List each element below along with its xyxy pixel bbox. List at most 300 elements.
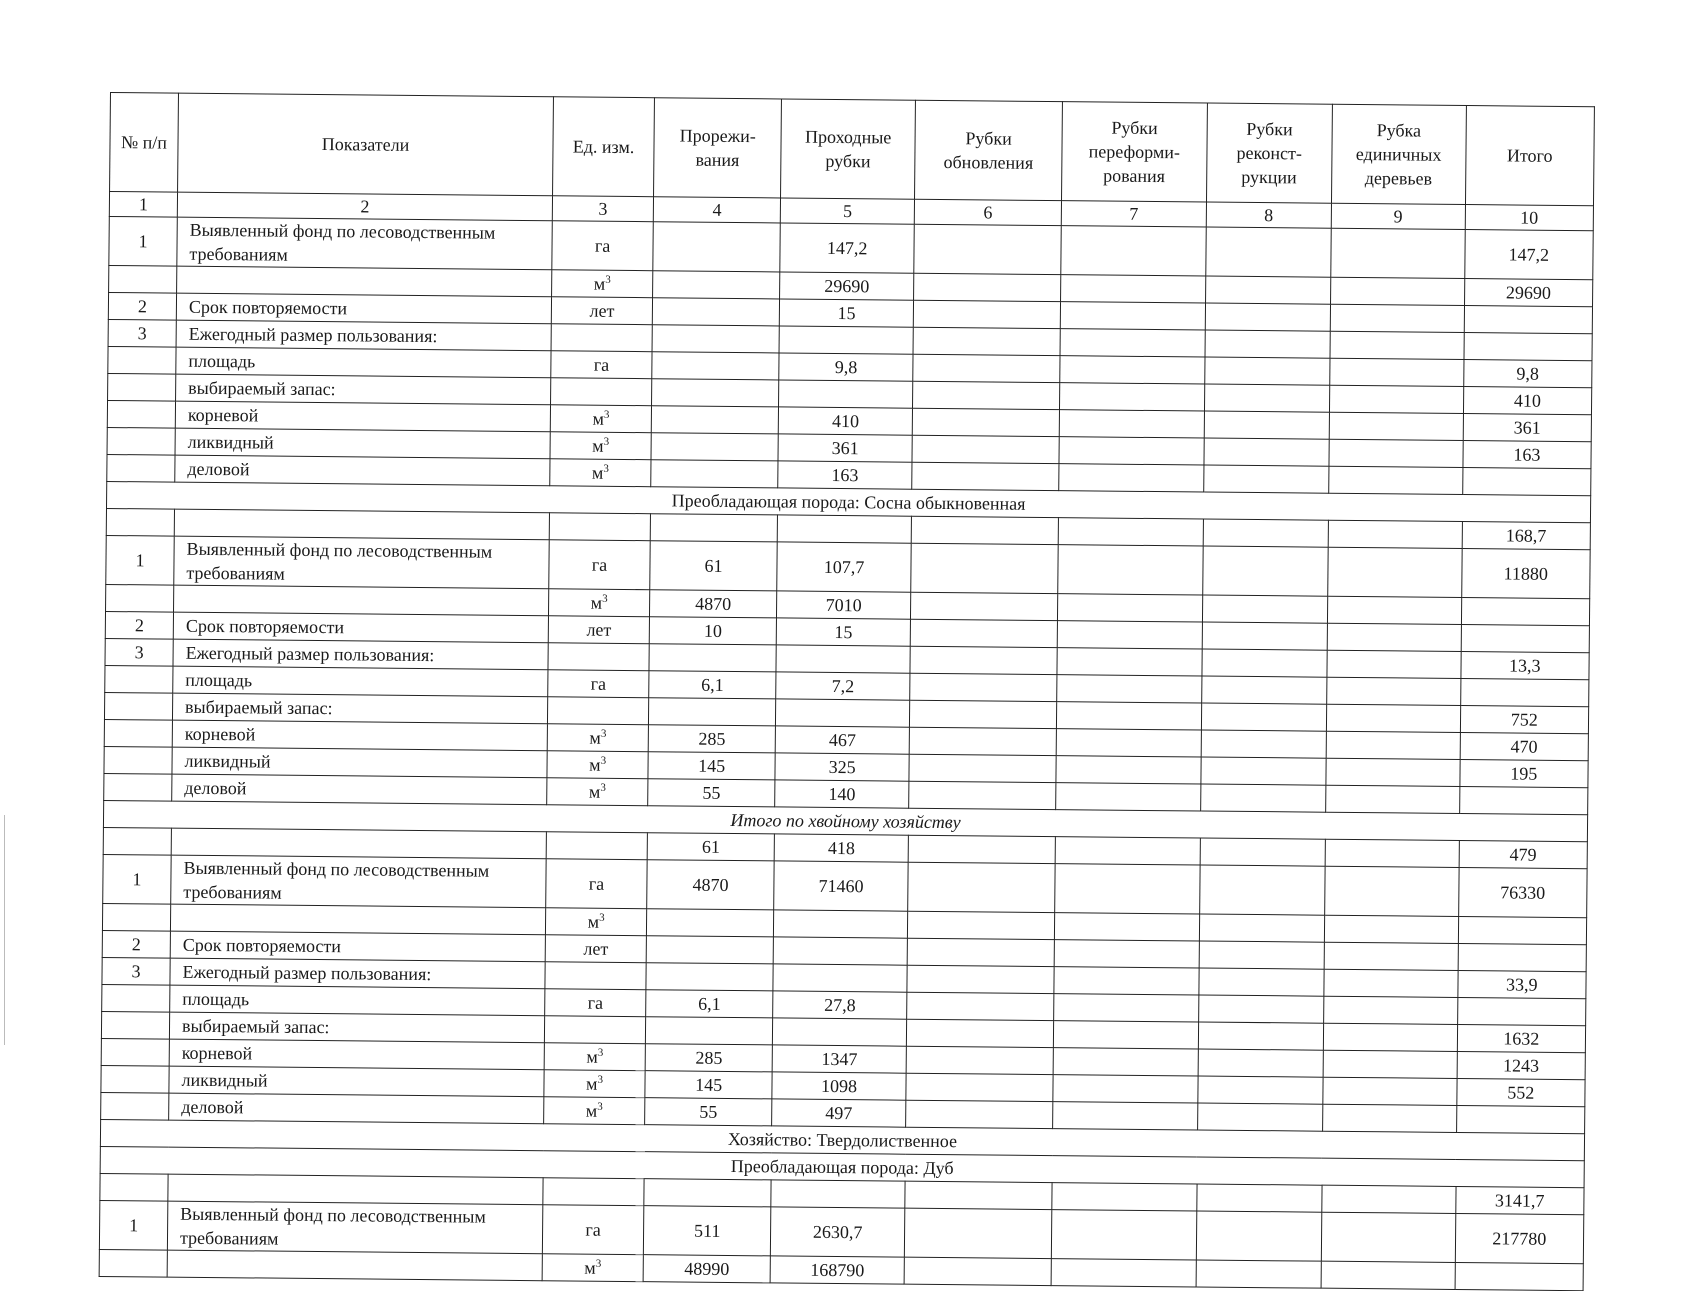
cell-reconst [1199, 941, 1324, 969]
row-indicator: Выявленный фонд по лесоводственным требованиям [167, 1201, 543, 1254]
header-single: Рубка единичных деревьев [1331, 104, 1466, 204]
cell-renewal [914, 224, 1061, 274]
cell-thinning: 145 [648, 752, 775, 780]
cell-single [1323, 1077, 1457, 1105]
cell-renewal [910, 673, 1057, 701]
header-unit: Ед. изм. [553, 97, 655, 197]
row-unit: $м^3$ [544, 1097, 645, 1125]
cell-thinning [646, 936, 773, 964]
cell-single [1330, 304, 1464, 332]
cell-total: 195 [1459, 759, 1588, 787]
row-unit: $м^3$ [550, 459, 651, 487]
cell-single [1330, 277, 1464, 305]
cell-reconst [1202, 546, 1327, 596]
cell-reconst [1198, 1049, 1323, 1077]
cell-renewal [906, 1019, 1053, 1047]
cell-reform [1060, 356, 1205, 384]
row-indicator: Срок повторяемости [176, 293, 551, 324]
forest-use-table [99, 92, 1595, 1291]
row-unit: $м^3$ [550, 432, 651, 460]
row-indicator: корневой [175, 401, 550, 432]
cell-total: 410 [1463, 387, 1592, 415]
cell-total: 147,2 [1464, 230, 1593, 280]
cell-single [1324, 942, 1458, 970]
row-indicator: Выявленный фонд по лесоводственным требованиям [171, 855, 547, 908]
row-indicator [171, 828, 546, 859]
forest-use-table-sheet [99, 92, 1595, 1291]
cell-total: 76330 [1458, 867, 1587, 917]
cell-renewal [907, 911, 1054, 939]
row-number [102, 984, 170, 1012]
cell-reconst [1200, 838, 1325, 866]
cell-passage: 163 [778, 461, 912, 489]
row-indicator: ликвидный [175, 428, 550, 459]
row-number: 2 [108, 292, 176, 320]
cell-reform [1052, 1183, 1197, 1211]
cell-reconst [1198, 995, 1323, 1023]
cell-passage [776, 645, 910, 673]
row-indicator: площадь [173, 666, 548, 697]
row-number [105, 665, 173, 693]
cell-thinning [645, 1017, 772, 1045]
cell-single [1323, 996, 1457, 1024]
cell-single [1324, 915, 1458, 943]
cell-single [1325, 839, 1459, 867]
header-thinning: Прорежи-вания [654, 98, 782, 198]
cell-reconst [1203, 465, 1328, 493]
cell-reconst [1201, 757, 1326, 785]
cell-single [1327, 596, 1461, 624]
row-number [106, 508, 174, 536]
cell-renewal [906, 1073, 1053, 1101]
cell-reform [1051, 1259, 1196, 1287]
section-title: Хозяйство: Твердолиственное [100, 1119, 1584, 1160]
cell-single [1329, 412, 1463, 440]
cell-total [1455, 1262, 1584, 1290]
cell-reform [1054, 967, 1199, 995]
row-number: 2 [105, 611, 173, 639]
row-unit [549, 513, 650, 541]
row-number [101, 1092, 169, 1120]
cell-total: 11880 [1461, 548, 1590, 598]
row-unit: га [545, 989, 646, 1017]
row-number [106, 584, 174, 612]
cell-reform [1057, 621, 1202, 649]
cell-reform [1058, 518, 1203, 546]
row-indicator [177, 266, 552, 297]
cell-renewal [912, 408, 1059, 436]
cell-single [1326, 704, 1460, 732]
cell-renewal [909, 781, 1056, 809]
cell-thinning: 61 [647, 833, 774, 861]
cell-reform [1060, 302, 1205, 330]
cell-renewal [908, 862, 1055, 912]
row-unit [551, 324, 652, 352]
cell-reconst [1196, 1260, 1321, 1288]
row-unit: $м^3$ [549, 589, 650, 617]
cell-renewal [909, 727, 1056, 755]
cell-reform [1051, 1210, 1196, 1260]
row-unit: $м^3$ [544, 1043, 645, 1071]
row-number: 3 [102, 957, 170, 985]
cell-renewal [904, 1208, 1051, 1258]
header-reform: Рубки переформи-рования [1062, 102, 1208, 202]
cell-reconst [1199, 865, 1324, 915]
header-passage: Проходные рубки [781, 99, 916, 199]
cell-reconst [1202, 595, 1327, 623]
row-unit: $м^3$ [547, 778, 648, 806]
cell-thinning [650, 514, 777, 542]
cell-renewal [911, 543, 1058, 593]
header-reconst: Рубки реконст-рукции [1206, 103, 1332, 203]
cell-renewal [909, 700, 1056, 728]
cell-renewal [906, 1046, 1053, 1074]
cell-reform [1055, 864, 1200, 914]
cell-single [1330, 331, 1464, 359]
row-indicator: деловой [172, 774, 547, 805]
row-unit: га [548, 670, 649, 698]
cell-reform [1055, 837, 1200, 865]
row-indicator: Срок повторяемости [173, 612, 548, 643]
row-unit: га [551, 351, 652, 379]
col-number: 8 [1206, 202, 1331, 228]
cell-single [1326, 731, 1460, 759]
cell-single [1329, 466, 1463, 494]
cell-reform [1058, 545, 1203, 595]
row-number [104, 773, 172, 801]
col-number: 3 [552, 196, 653, 222]
row-indicator: Выявленный фонд по лесоводственным требованиям [174, 536, 550, 589]
cell-reform [1059, 464, 1204, 492]
cell-reform [1053, 1102, 1198, 1130]
cell-reform [1053, 1075, 1198, 1103]
row-number [107, 427, 175, 455]
cell-reconst [1201, 703, 1326, 731]
row-unit [545, 962, 646, 990]
cell-thinning: 285 [645, 1044, 772, 1072]
cell-thinning: 4870 [650, 590, 777, 618]
cell-reform [1056, 702, 1201, 730]
row-indicator [174, 585, 549, 616]
cell-renewal [904, 1257, 1051, 1285]
cell-thinning: 6,1 [646, 990, 773, 1018]
cell-thinning [653, 271, 780, 299]
cell-reform [1061, 226, 1206, 276]
row-indicator: площадь [170, 985, 545, 1016]
cell-single [1328, 547, 1462, 597]
cell-reform [1059, 383, 1204, 411]
cell-reconst [1205, 357, 1330, 385]
cell-renewal [907, 965, 1054, 993]
cell-passage: 1347 [772, 1045, 906, 1073]
cell-renewal [907, 938, 1054, 966]
col-number: 10 [1465, 205, 1594, 231]
row-number: 1 [106, 535, 174, 585]
col-number: 5 [781, 198, 915, 224]
cell-reconst [1202, 622, 1327, 650]
row-indicator: ликвидный [172, 747, 547, 778]
cell-total: 217780 [1455, 1213, 1584, 1263]
cell-renewal [913, 354, 1060, 382]
section-title: Итого по хвойному хозяйству [103, 800, 1587, 841]
cell-single [1326, 677, 1460, 705]
cell-reconst [1201, 730, 1326, 758]
cell-single [1324, 969, 1458, 997]
table-header [109, 93, 1594, 231]
cell-single [1322, 1185, 1456, 1213]
cell-total [1460, 678, 1589, 706]
cell-reform [1053, 1021, 1198, 1049]
cell-renewal [913, 327, 1060, 355]
cell-passage: 325 [775, 753, 909, 781]
cell-passage [773, 964, 907, 992]
row-number [101, 1011, 169, 1039]
cell-passage: 410 [778, 407, 912, 435]
cell-total: 479 [1459, 840, 1588, 868]
row-unit: $м^3$ [542, 1254, 643, 1282]
row-number [103, 827, 171, 855]
cell-total [1461, 597, 1590, 625]
cell-thinning [653, 222, 781, 272]
row-number [104, 719, 172, 747]
cell-reform [1060, 329, 1205, 357]
cell-passage: 168790 [770, 1256, 904, 1284]
col-number: 6 [914, 199, 1061, 225]
row-indicator [170, 904, 545, 935]
row-unit: га [542, 1205, 643, 1255]
cell-single [1331, 228, 1465, 278]
cell-thinning: 145 [645, 1071, 772, 1099]
row-unit [551, 378, 652, 406]
cell-thinning: 10 [649, 617, 776, 645]
row-number [101, 1065, 169, 1093]
cell-passage: 147,2 [780, 223, 914, 273]
row-unit [543, 1178, 644, 1206]
row-indicator: Ежегодный размер пользования: [173, 639, 548, 670]
cell-passage: 15 [776, 618, 910, 646]
cell-total: 13,3 [1461, 651, 1590, 679]
cell-passage: 7010 [777, 591, 911, 619]
row-indicator: Ежегодный размер пользования: [176, 320, 551, 351]
col-number: 4 [653, 197, 780, 223]
cell-passage [777, 515, 911, 543]
header-total: Итого [1465, 106, 1594, 206]
row-number: 1 [99, 1200, 167, 1250]
row-indicator [174, 509, 549, 540]
cell-total [1464, 333, 1593, 361]
cell-total: 29690 [1464, 279, 1593, 307]
row-unit: $м^3$ [544, 1070, 645, 1098]
row-indicator: выбираемый запас: [169, 1012, 544, 1043]
cell-reconst [1200, 784, 1325, 812]
row-unit: га [546, 859, 647, 909]
cell-total: 752 [1460, 705, 1589, 733]
cell-passage [773, 1018, 907, 1046]
cell-passage: 497 [772, 1099, 906, 1127]
cell-single [1326, 758, 1460, 786]
cell-reconst [1204, 384, 1329, 412]
row-indicator: Срок повторяемости [170, 931, 545, 962]
row-number [107, 400, 175, 428]
row-indicator [167, 1250, 542, 1281]
cell-single [1321, 1212, 1455, 1262]
cell-single [1323, 1050, 1457, 1078]
cell-single [1327, 623, 1461, 651]
cell-thinning [652, 298, 779, 326]
cell-renewal [911, 516, 1058, 544]
cell-reconst [1205, 330, 1330, 358]
row-unit: $м^3$ [550, 405, 651, 433]
row-unit: лет [548, 616, 649, 644]
cell-passage: 361 [778, 434, 912, 462]
row-unit: лет [545, 935, 646, 963]
cell-reform [1054, 994, 1199, 1022]
col-number: 1 [109, 192, 177, 218]
cell-passage: 27,8 [773, 991, 907, 1019]
cell-reform [1059, 410, 1204, 438]
cell-reconst [1205, 276, 1330, 304]
row-number: 3 [108, 319, 176, 347]
cell-thinning [652, 379, 779, 407]
cell-thinning [652, 325, 779, 353]
cell-reconst [1196, 1211, 1321, 1261]
cell-thinning: 55 [648, 779, 775, 807]
cell-total [1464, 306, 1593, 334]
row-indicator: корневой [172, 720, 547, 751]
row-indicator: выбираемый запас: [172, 693, 547, 724]
cell-reform [1059, 437, 1204, 465]
cell-passage [779, 326, 913, 354]
row-number [108, 346, 176, 374]
cell-total [1456, 1105, 1585, 1133]
cell-total [1459, 786, 1588, 814]
row-unit [546, 832, 647, 860]
cell-passage [776, 699, 910, 727]
cell-passage: 107,7 [777, 542, 911, 592]
cell-total [1458, 943, 1587, 971]
cell-renewal [908, 835, 1055, 863]
row-number [104, 746, 172, 774]
row-number [99, 1249, 167, 1277]
cell-total [1462, 468, 1591, 496]
row-indicator: корневой [169, 1039, 544, 1070]
cell-single [1327, 650, 1461, 678]
cell-thinning [646, 963, 773, 991]
cell-total [1458, 916, 1587, 944]
row-unit [545, 1016, 646, 1044]
col-number: 2 [177, 192, 552, 221]
header-num: № п/п [110, 93, 179, 193]
row-number: 1 [109, 216, 177, 266]
cell-reconst [1204, 438, 1329, 466]
cell-single [1321, 1261, 1455, 1289]
cell-reform [1057, 648, 1202, 676]
row-unit [548, 643, 649, 671]
cell-passage: 7,2 [776, 672, 910, 700]
row-indicator: деловой [169, 1093, 544, 1124]
cell-thinning [651, 406, 778, 434]
cell-thinning: 61 [650, 541, 778, 591]
row-number: 1 [103, 854, 171, 904]
cell-thinning [651, 433, 778, 461]
cell-reconst [1204, 411, 1329, 439]
cell-thinning [651, 460, 778, 488]
cell-single [1328, 520, 1462, 548]
row-number [108, 373, 176, 401]
cell-reform [1054, 940, 1199, 968]
row-unit: лет [551, 297, 652, 325]
cell-renewal [909, 754, 1056, 782]
cell-total: 168,7 [1462, 521, 1591, 549]
row-number [101, 1038, 169, 1066]
cell-reconst [1205, 303, 1330, 331]
cell-passage [771, 1180, 905, 1208]
cell-reconst [1199, 914, 1324, 942]
cell-passage: 29690 [780, 272, 914, 300]
cell-passage: 418 [774, 834, 908, 862]
row-unit: га [549, 540, 650, 590]
cell-passage [779, 380, 913, 408]
cell-thinning [652, 352, 779, 380]
cell-renewal [912, 435, 1059, 463]
cell-reform [1057, 594, 1202, 622]
row-indicator [168, 1174, 543, 1205]
cell-renewal [906, 1100, 1053, 1128]
row-number [100, 1173, 168, 1201]
cell-reconst [1199, 968, 1324, 996]
cell-single [1325, 785, 1459, 813]
cell-reconst [1206, 227, 1331, 277]
row-unit: га [552, 221, 653, 271]
cell-reform [1056, 729, 1201, 757]
row-number: 2 [102, 930, 170, 958]
cell-renewal [912, 462, 1059, 490]
cell-passage: 1098 [772, 1072, 906, 1100]
cell-reconst [1198, 1076, 1323, 1104]
cell-single [1329, 385, 1463, 413]
cell-renewal [913, 300, 1060, 328]
col-number: 9 [1331, 203, 1465, 229]
row-indicator: ликвидный [169, 1066, 544, 1097]
cell-reconst [1197, 1103, 1322, 1131]
cell-passage: 71460 [774, 861, 908, 911]
cell-total: 1632 [1457, 1024, 1586, 1052]
cell-thinning: 511 [643, 1206, 771, 1256]
row-indicator: Выявленный фонд по лесоводственным требованиям [177, 217, 553, 270]
cell-thinning [644, 1179, 771, 1207]
cell-total [1461, 624, 1590, 652]
cell-total: 3141,7 [1455, 1186, 1584, 1214]
section-title: Преобладающая порода: Дуб [100, 1146, 1584, 1187]
cell-passage: 467 [775, 726, 909, 754]
cell-renewal [907, 992, 1054, 1020]
cell-thinning: 285 [648, 725, 775, 753]
cell-renewal [914, 273, 1061, 301]
cell-single [1323, 1023, 1457, 1051]
cell-reform [1054, 913, 1199, 941]
cell-passage: 2630,7 [771, 1207, 905, 1257]
cell-single [1324, 866, 1458, 916]
cell-total: 361 [1463, 414, 1592, 442]
cell-total: 470 [1460, 732, 1589, 760]
cell-thinning [646, 909, 773, 937]
row-indicator: Ежегодный размер пользования: [170, 958, 545, 989]
cell-renewal [905, 1181, 1052, 1209]
row-indicator: выбираемый запас: [176, 374, 551, 405]
row-indicator: площадь [176, 347, 551, 378]
col-number: 7 [1061, 201, 1206, 227]
cell-reform [1061, 275, 1206, 303]
